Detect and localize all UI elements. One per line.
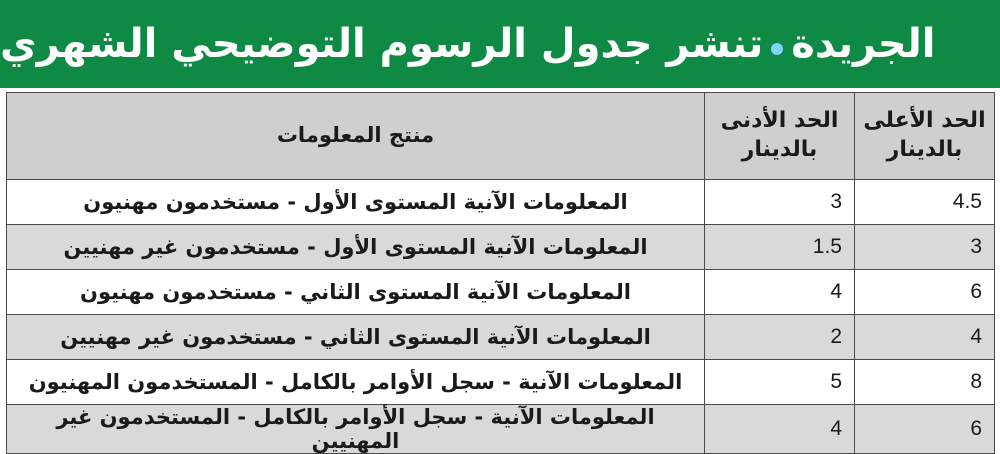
table-row — [7, 225, 995, 270]
header-min-line1: الحد الأدنى — [720, 108, 839, 134]
cell-min: 5 — [705, 360, 855, 405]
cell-min: 4 — [705, 270, 855, 315]
cell-product: المعلومات الآنية المستوى الثاني - مستخدمون غير مهنيين — [7, 315, 705, 360]
cell-product: المعلومات الآنية المستوى الأول - مستخدمون غير مهنيين — [7, 225, 705, 270]
header-max-line2: بالدينار — [886, 137, 963, 162]
cell-min: 2 — [705, 315, 855, 360]
banner-title: تنشر جدول الرسوم التوضيحي الشهري — [0, 21, 764, 67]
table-row — [7, 405, 995, 454]
header-max-line1: الحد الأعلى — [863, 108, 986, 134]
brand-dot-icon — [771, 43, 783, 55]
cell-max: 6 — [855, 270, 995, 315]
header-min — [705, 93, 855, 180]
header-row — [7, 93, 995, 180]
cell-max: 3 — [855, 225, 995, 270]
cell-max: 4.5 — [855, 180, 995, 225]
cell-product: المعلومات الآنية المستوى الأول - مستخدمون مهنيون — [7, 180, 705, 225]
cell-max: 6 — [855, 405, 995, 454]
header-max — [855, 93, 995, 180]
table-row — [7, 270, 995, 315]
cell-product: المعلومات الآنية - سجل الأوامر بالكامل - المستخدمون المهنيون — [7, 360, 705, 405]
cell-min: 4 — [705, 405, 855, 454]
table-row — [7, 360, 995, 405]
brand-name: الجريدة — [791, 21, 936, 67]
header-product: منتج المعلومات — [7, 93, 705, 180]
header-min-line2: بالدينار — [741, 137, 818, 162]
cell-product: المعلومات الآنية المستوى الثاني - مستخدمون مهنيون — [7, 270, 705, 315]
cell-min: 3 — [705, 180, 855, 225]
cell-max: 8 — [855, 360, 995, 405]
title-banner — [0, 0, 1000, 88]
fees-table — [6, 92, 995, 454]
cell-product: المعلومات الآنية - سجل الأوامر بالكامل - المستخدمون غير المهنيين — [7, 405, 705, 454]
banner-heading — [0, 21, 935, 67]
table-row — [7, 315, 995, 360]
cell-min: 1.5 — [705, 225, 855, 270]
table-row — [7, 180, 995, 225]
cell-max: 4 — [855, 315, 995, 360]
